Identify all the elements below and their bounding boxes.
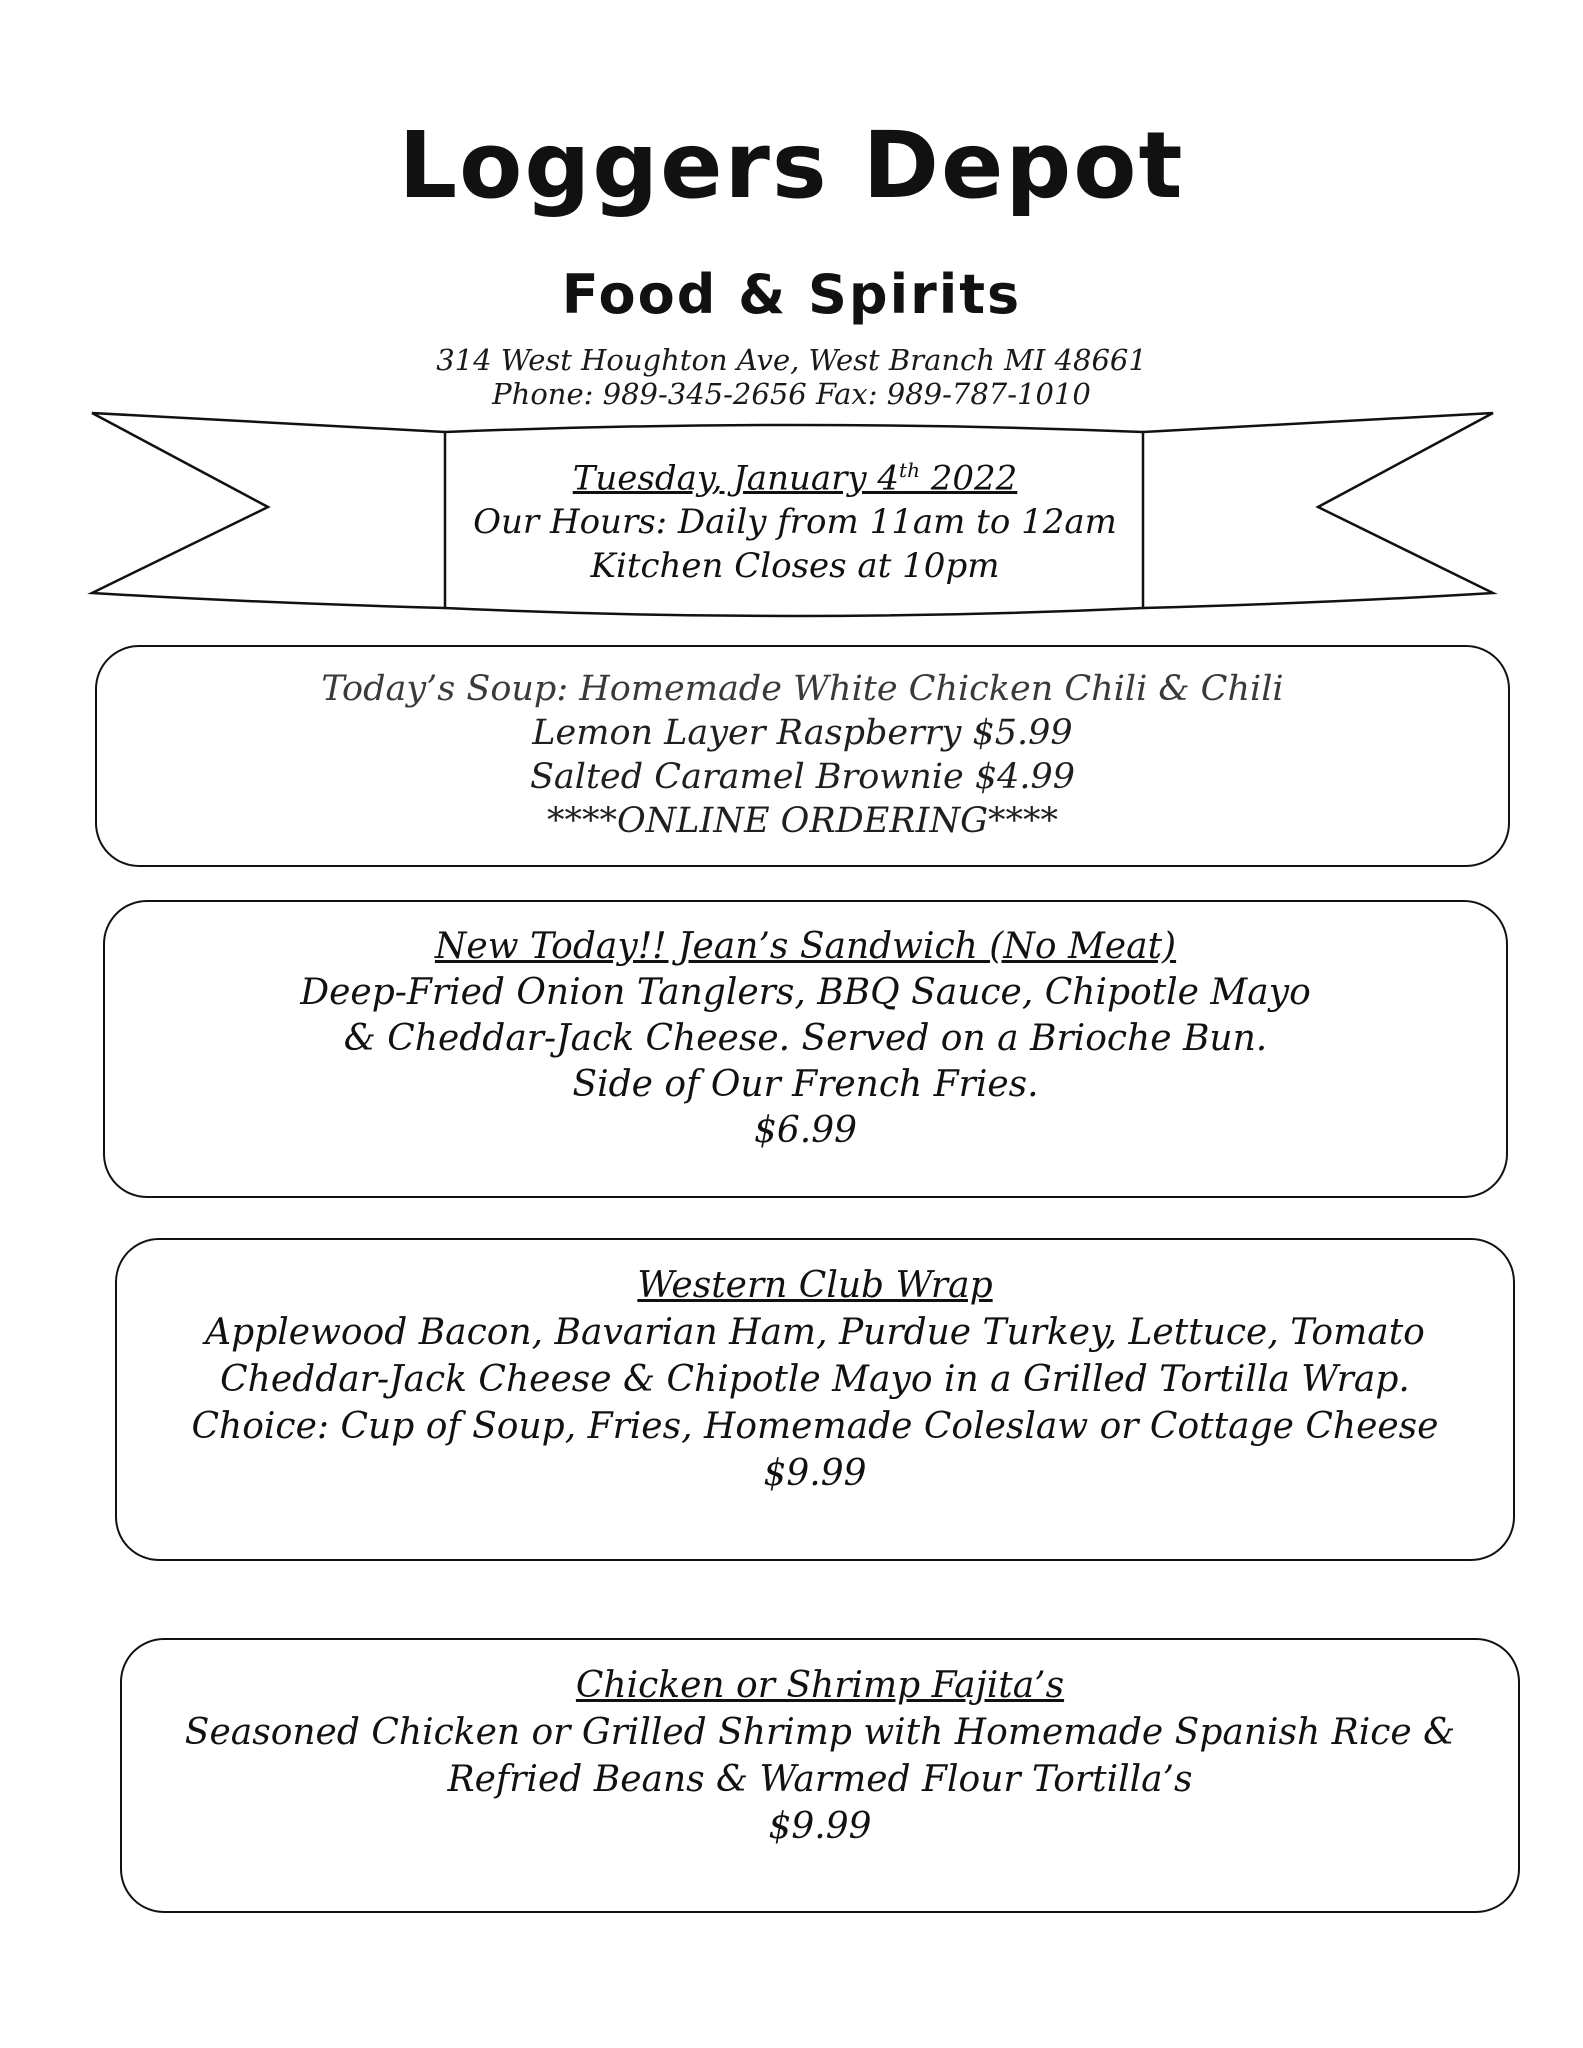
special-box-sandwich <box>103 900 1508 1198</box>
special-description: Seasoned Chicken or Grilled Shrimp with Homemade Spanish Rice & <box>184 1712 1456 1753</box>
special-description: Choice: Cup of Soup, Fries, Homemade Coleslaw or Cottage Cheese <box>191 1406 1439 1447</box>
date-suffix: th <box>899 458 920 482</box>
online-ordering-line: ****ONLINE ORDERING**** <box>546 801 1059 841</box>
special-title: Western Club Wrap <box>637 1265 993 1306</box>
special-description: Side of Our French Fries. <box>572 1064 1039 1105</box>
special-box-fajita <box>120 1638 1520 1913</box>
special-description: Deep-Fried Onion Tanglers, BBQ Sauce, Chipotle Mayo <box>300 972 1311 1013</box>
date-line <box>445 448 1145 500</box>
restaurant-name: Loggers Depot <box>398 112 1185 219</box>
date-year: 2022 <box>919 458 1018 499</box>
special-price: $9.99 <box>768 1806 872 1847</box>
ribbon-right-tail <box>1143 413 1493 608</box>
dessert-line: Salted Caramel Brownie $4.99 <box>529 757 1076 797</box>
special-description: & Cheddar-Jack Cheese. Served on a Brioche Bun. <box>343 1018 1268 1059</box>
hours-line: Our Hours: Daily from 11am to 12am <box>473 502 1117 543</box>
special-description: Cheddar-Jack Cheese & Chipotle Mayo in a Grilled Tortilla Wrap. <box>220 1359 1410 1400</box>
soup-line: Today’s Soup: Homemade White Chicken Chili & Chili <box>321 669 1284 709</box>
phone-fax: Phone: 989-345-2656 Fax: 989-787-1010 <box>492 377 1091 411</box>
date-text: Tuesday, January 4 <box>572 458 900 499</box>
ribbon-left-tail <box>92 413 445 608</box>
special-box-wrap <box>115 1238 1515 1561</box>
special-description: Applewood Bacon, Bavarian Ham, Purdue Turkey, Lettuce, Tomato <box>205 1312 1425 1353</box>
soup-dessert-box <box>95 645 1510 867</box>
special-price: $9.99 <box>763 1453 867 1494</box>
special-price: $6.99 <box>753 1110 858 1151</box>
kitchen-line: Kitchen Closes at 10pm <box>590 546 1000 587</box>
restaurant-subtitle: Food & Spirits <box>561 263 1022 326</box>
dessert-line: Lemon Layer Raspberry $5.99 <box>532 713 1073 753</box>
banner-text <box>445 448 1145 588</box>
special-title: New Today!! Jean’s Sandwich (No Meat) <box>434 926 1177 967</box>
special-title: Chicken or Shrimp Fajita’s <box>575 1665 1065 1706</box>
special-description: Refried Beans & Warmed Flour Tortilla’s <box>447 1759 1193 1800</box>
address: 314 West Houghton Ave, West Branch MI 48661 <box>436 343 1147 377</box>
